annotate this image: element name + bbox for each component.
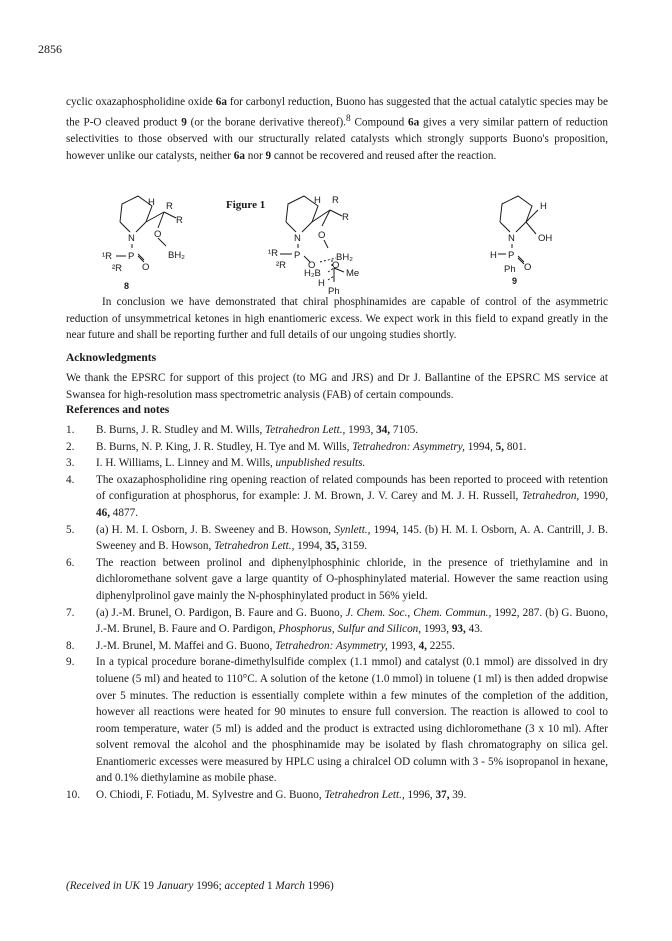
mid-P: P <box>294 250 301 261</box>
figure-1 <box>66 182 608 294</box>
references-list <box>66 422 608 804</box>
c9-H: H <box>540 201 547 212</box>
reference-item: 7. (a) J.-M. Brunel, O. Pardigon, B. Faure and G. Buono, J. Chem. Soc., Chem. Commun., 1992, 287. (b) G. Buono, J.-M. Brunel, B. Faure and O. Pardigon, Phosphorus, Sulfur and Silicon, 1993, 93, 43. <box>66 606 608 636</box>
c9-OH: OH <box>538 233 553 244</box>
reference-number: 9. <box>66 656 75 669</box>
reference-item: 9. In a typical procedure borane-dimethylsulfide complex (1.1 mmol) and catalyst (0.1 mmol) are dissolved in dry toluene (5 ml) and heated to 110°C. A solution of the ketone (1.0 mmol) in toluene (1 ml) is then added dropwise over 5 minutes. The reduction is essentially complete within a few minutes of the completion of the addition, however all reactions were heated for 90 minutes to ensure full conversion. The reaction is allowed to cool to room temperature, water (5 ml) is added and the product is extracted using dichloromethane (3 x 10 ml). After solvent removal the alcohol and the phosphinamide may be isolated by flash chromatography on silica gel. Enantiomeric excesses were measured by HPLC using a chiralcel OD column with 3 - 5% isopropanol in hexane, and 0.1% diethylamine as mobile phase. <box>66 656 608 785</box>
figure-structures <box>66 182 608 294</box>
c8-O: O <box>154 229 162 240</box>
reference-number: 8. <box>66 639 75 652</box>
reference-item: 10. O. Chiodi, F. Fotiadu, M. Sylvestre and G. Buono, Tetrahedron Lett., 1996, 37, 39. <box>66 787 608 804</box>
reference-item: 6. The reaction between prolinol and diphenylphosphinic chloride, in the presence of triethylamine and in dichloromethane solvent gave a large quantity of O-phosphinylated material. However the same reaction using diphenylprolinol gave mainly the N-phosphinylated product in 56% yield. <box>66 556 608 602</box>
c8-P: P <box>128 251 135 262</box>
c9-P: P <box>508 250 515 261</box>
mid-H-low: H <box>318 278 325 289</box>
c9-N: N <box>508 233 515 244</box>
reference-number: 5. <box>66 523 75 536</box>
mid-N: N <box>294 233 301 244</box>
reference-number: 6. <box>66 556 75 569</box>
conclusion-paragraph: In conclusion we have demonstrated that chiral phosphinamides are capable of control of the asymmetric reduction of unsymmetrical ketones in high enantiomeric excess. We expect work in this field to expand greatly in the near future and shall be reporting further and full details of our ungoing studies shortly. <box>66 296 608 342</box>
page-number: 2856 <box>38 42 62 56</box>
reference-item: 1. B. Burns, J. R. Studley and M. Wills, Tetrahedron Lett., 1993, 34, 7105. <box>66 422 608 439</box>
compound-9-number: 9 <box>512 276 518 286</box>
reference-item: 5. (a) H. M. I. Osborn, J. B. Sweeney and B. Howson, Synlett., 1994, 145. (b) H. M. I. Osborn, A. A. Cantrill, J. B. Sweeney and B. Howson, Tetrahedron Lett., 1994, 35, 3159. <box>66 523 608 553</box>
mid-R2: R <box>342 212 349 223</box>
reference-number: 3. <box>66 457 75 470</box>
c9-Ph: Ph <box>504 264 516 275</box>
mid-Ph: Ph <box>328 286 340 294</box>
reference-number: 10. <box>66 789 80 802</box>
c9-H-P: H <box>490 250 497 261</box>
mid-O-p: O <box>308 260 316 271</box>
reference-item: 4. The oxazaphospholidine ring opening reaction of related compounds has been reported to proceed with retention of configuration at phosphorus, for example: J. M. Brown, J. V. Carey and M. J. H. Russell, Tetrahedron, 1990, 46, 4877. <box>66 473 608 519</box>
mid-R1: R <box>332 195 339 206</box>
references-heading: References and notes <box>66 404 170 416</box>
mid-O-top: O <box>318 230 326 241</box>
acknowledgments-heading: Acknowledgments <box>66 352 157 364</box>
mid-Me: Me <box>346 268 360 279</box>
c9-O-dbl: O <box>524 262 532 273</box>
received-note: (Received in UK 19 January 1996; accepted 1 March 1996) <box>66 880 334 892</box>
reference-number: 1. <box>66 424 75 436</box>
c8-R-left-1: ¹R <box>102 251 113 262</box>
reference-item: 8. J.-M. Brunel, M. Maffei and G. Buono, Tetrahedron: Asymmetry, 1993, 4, 2255. <box>66 638 608 655</box>
reference-number: 2. <box>66 440 75 453</box>
reference-number: 7. <box>66 606 75 619</box>
mid-H: H <box>314 195 321 206</box>
reference-item: 2. B. Burns, N. P. King, J. R. Studley, H. Tye and M. Wills, Tetrahedron: Asymmetry, 1994, 5, 801. <box>66 439 608 456</box>
reference-number: 4. <box>66 473 75 486</box>
c8-H: H <box>148 197 155 208</box>
c8-R2: R <box>176 215 183 226</box>
reference-item: 3. I. H. Williams, L. Linney and M. Wills, unpublished results. <box>66 455 608 472</box>
mid-O-low: O <box>332 260 340 271</box>
c8-R1: R <box>166 201 173 212</box>
intro-paragraph: cyclic oxazaphospholidine oxide 6a for carbonyl reduction, Buono has suggested that the actual catalytic species may be the P-O cleaved product 9 (or the borane derivative thereof).$^8$ Compound 6a gives a very similar pattern of reduction selectivities to those observed with our structurally related catalysts which strongly supports Buono's proposition, however unlike our catalysts, neither 6a nor 9 cannot be recovered and reused after the reaction. <box>66 96 608 162</box>
c8-R-left-2: ²R <box>112 263 123 274</box>
compound-8-number: 8 <box>124 281 130 291</box>
figure-label: Figure 1 <box>226 199 266 211</box>
c8-BH2: BH₂ <box>168 250 185 261</box>
mid-R-left-2: ²R <box>276 260 287 271</box>
mid-R-left-1: ¹R <box>268 248 279 259</box>
mid-BH2: BH₂ <box>336 252 353 263</box>
mid-H2B: H₂B <box>304 268 321 279</box>
c8-O-dbl: O <box>142 262 150 273</box>
acknowledgments-text: We thank the EPSRC for support of this project (to MG and JRS) and Dr J. Ballantine of the EPSRC MS service at Swansea for high-resolution mass spectrometric analysis (FAB) of certain compounds. <box>66 372 608 401</box>
c8-N: N <box>128 233 135 244</box>
